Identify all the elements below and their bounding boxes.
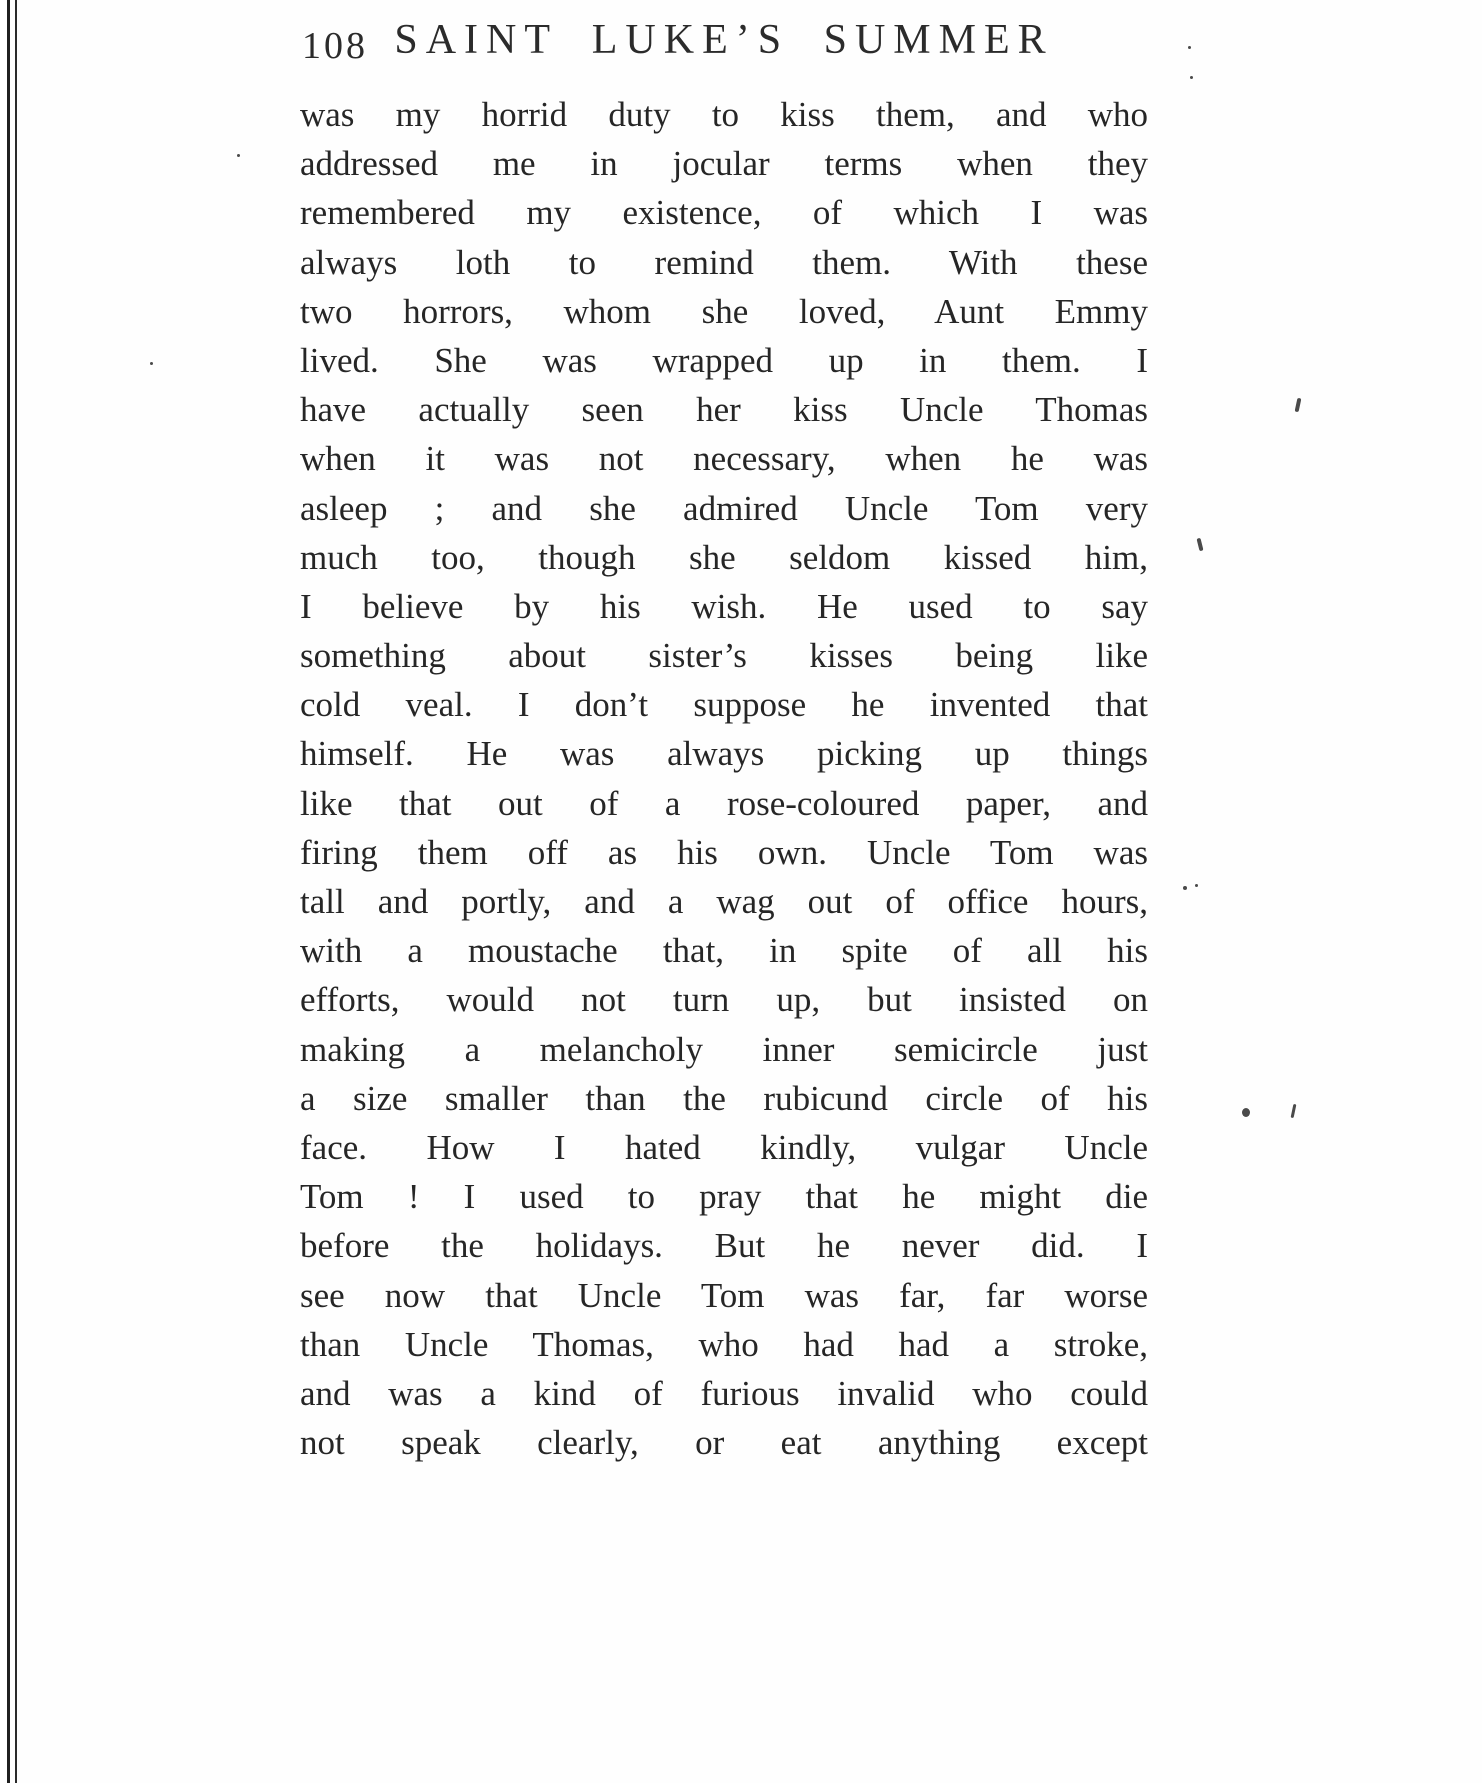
text-line: himself. He was always picking up things (300, 734, 1148, 774)
text-line: with a moustache that, in spite of all his (300, 931, 1148, 971)
text-line: something about sister’s kisses being like (300, 636, 1148, 676)
scan-speck (150, 362, 153, 365)
text-line: cold veal. I don’t suppose he invented that (300, 685, 1148, 725)
text-line: lived. She was wrapped up in them. I (300, 340, 1148, 380)
text-line: making a melancholy inner semicircle just (300, 1029, 1148, 1069)
scan-speck (1295, 398, 1302, 413)
text-line: firing them off as his own. Uncle Tom was (300, 832, 1148, 872)
page-header (300, 16, 1148, 72)
binding-rule-outer (7, 0, 10, 1783)
body-text (300, 90, 1148, 1467)
text-line: than Uncle Thomas, who had had a stroke, (300, 1324, 1148, 1364)
text-line: like that out of a rose-coloured paper, and (300, 783, 1148, 823)
text-line: was my horrid duty to kiss them, and who (300, 95, 1148, 134)
text-line: two horrors, whom she loved, Aunt Emmy (300, 291, 1148, 331)
scan-speck (1190, 76, 1193, 79)
page-number: 108 (302, 25, 368, 67)
running-title: SAINT LUKE’S SUMMER (394, 17, 1054, 63)
text-line: when it was not necessary, when he was (300, 439, 1148, 479)
text-line: addressed me in jocular terms when they (300, 144, 1148, 184)
binding-rule-inner (15, 0, 17, 1783)
scan-speck (1196, 538, 1203, 552)
text-line: I believe by his wish. He used to say (300, 586, 1148, 626)
scan-speck (1183, 886, 1187, 890)
text-line: not speak clearly, or eat anything except (300, 1423, 1148, 1463)
text-line: asleep ; and she admired Uncle Tom very (300, 488, 1148, 528)
text-line: Tom ! I used to pray that he might die (300, 1177, 1148, 1217)
text-line: always loth to remind them. With these (300, 242, 1148, 282)
scan-speck (237, 154, 240, 157)
text-line: see now that Uncle Tom was far, far worse (300, 1275, 1148, 1315)
text-line: before the holidays. But he never did. I (300, 1226, 1148, 1266)
text-line: much too, though she seldom kissed him, (300, 537, 1148, 577)
text-line: remembered my existence, of which I was (300, 193, 1148, 233)
text-line: face. How I hated kindly, vulgar Uncle (300, 1127, 1148, 1167)
text-line: a size smaller than the rubicund circle of his (300, 1078, 1148, 1118)
scan-speck (1188, 46, 1191, 49)
scan-speck (1291, 1104, 1297, 1118)
text-line: have actually seen her kiss Uncle Thomas (300, 390, 1148, 430)
scan-speck (1195, 884, 1198, 887)
text-line: and was a kind of furious invalid who could (300, 1373, 1148, 1413)
text-line: tall and portly, and a wag out of office hours, (300, 882, 1148, 921)
text-line: efforts, would not turn up, but insisted on (300, 980, 1148, 1020)
scan-speck (1242, 1108, 1250, 1117)
